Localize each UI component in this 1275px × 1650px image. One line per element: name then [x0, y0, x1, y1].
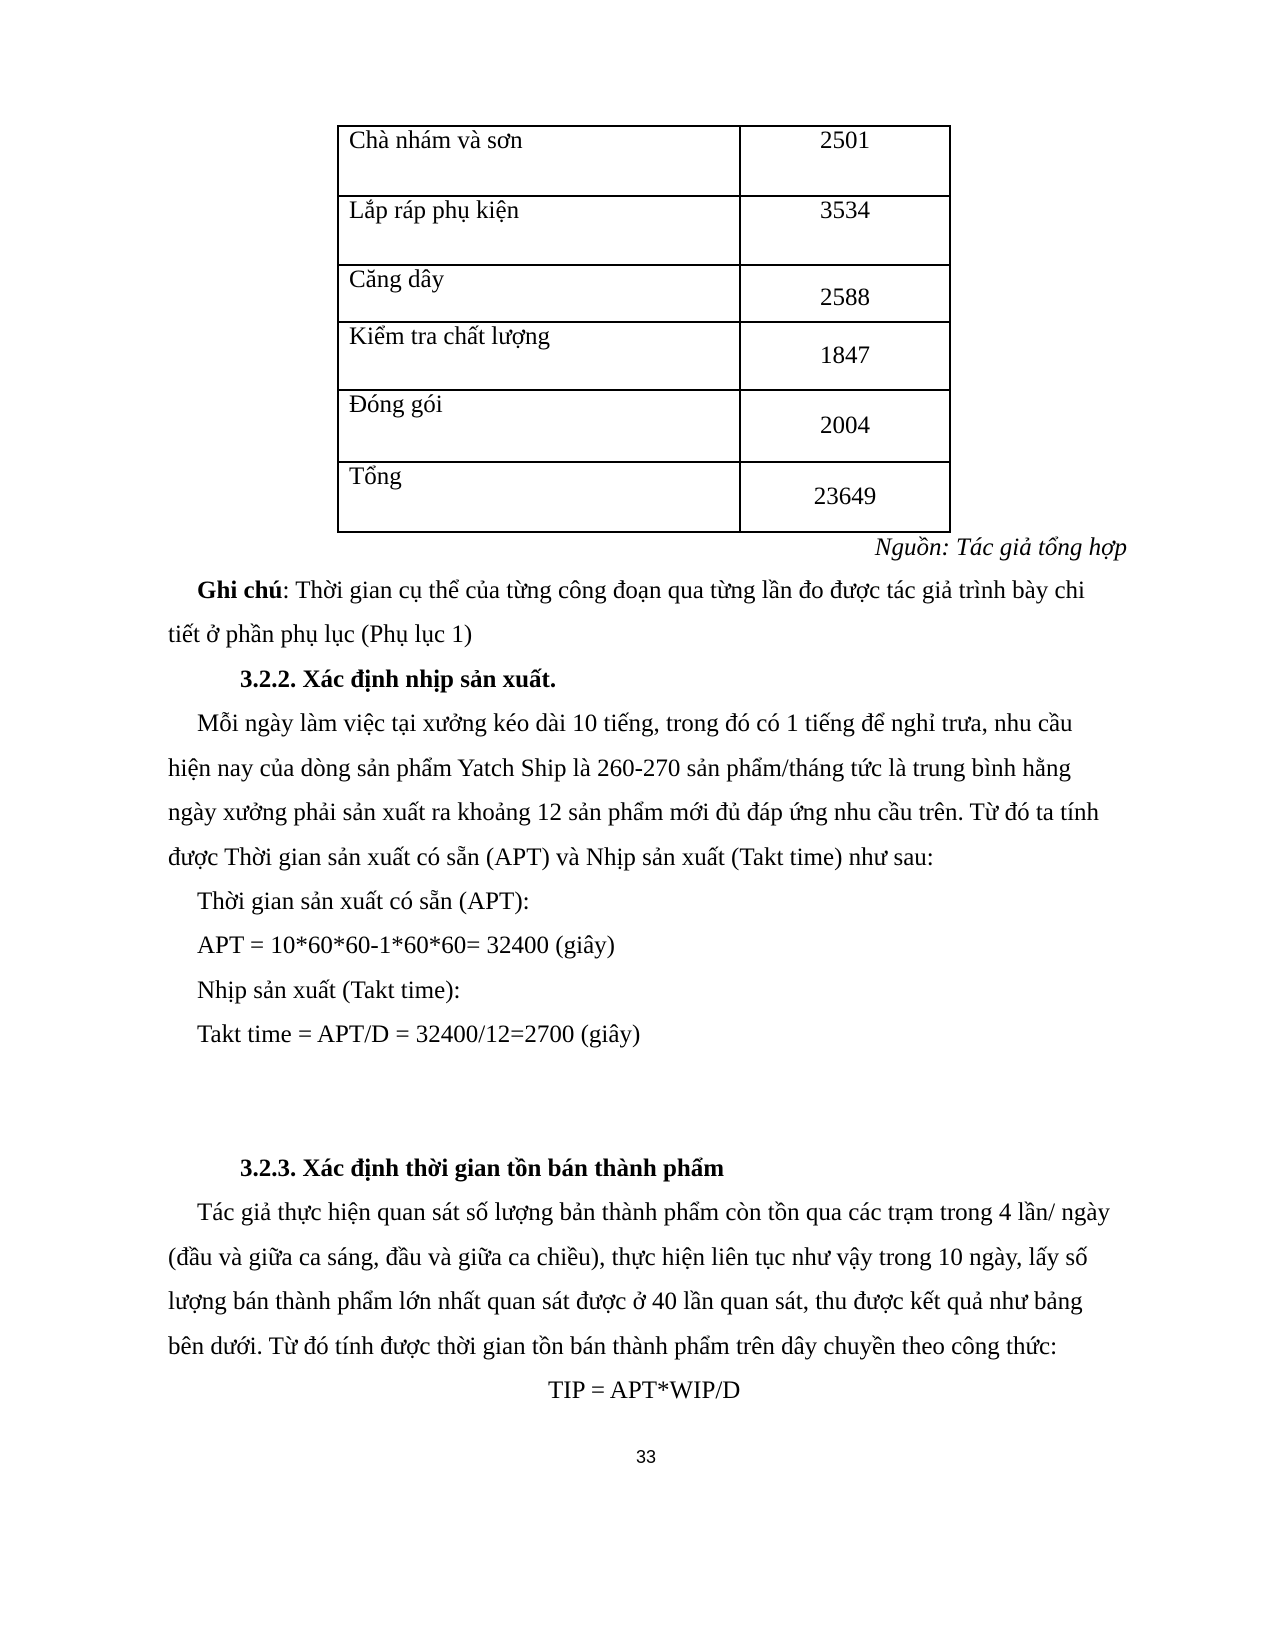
paragraph-line: được Thời gian sản xuất có sẵn (APT) và Nhịp sản xuất (Takt time) như sau: [168, 844, 934, 871]
paragraph-line: Mỗi ngày làm việc tại xưởng kéo dài 10 tiếng, trong đó có 1 tiếng để nghỉ trưa, nhu cầu [197, 710, 1073, 737]
table-cell-value: 3534 [740, 196, 950, 265]
apt-label: Thời gian sản xuất có sẵn (APT): [197, 888, 530, 915]
takt-formula: Takt time = APT/D = 32400/12=2700 (giây) [197, 1021, 641, 1048]
table-cell-value: 2501 [740, 126, 950, 196]
table-cell-label: Đóng gói [338, 390, 740, 462]
page-number: 33 [636, 1447, 657, 1467]
table-row [338, 126, 950, 196]
apt-formula: APT = 10*60*60-1*60*60= 32400 (giây) [197, 932, 615, 959]
table-cell-value: 2588 [740, 265, 950, 322]
table-row [338, 322, 950, 390]
table-cell-label: Lắp ráp phụ kiện [338, 196, 740, 265]
table-source-note: Nguồn: Tác giả tổng hợp [874, 534, 1127, 561]
note-line-1 [197, 577, 1085, 605]
table-row [338, 390, 950, 462]
section-heading-3-2-3: 3.2.3. Xác định thời gian tồn bán thành phẩm [240, 1155, 725, 1182]
paragraph-line: hiện nay của dòng sản phẩm Yatch Ship là 260-270 sản phẩm/tháng tức là trung bình hằng [168, 755, 1071, 782]
table-cell-label: Chà nhám và sơn [338, 126, 740, 196]
table-row [338, 265, 950, 322]
section-heading-3-2-2: 3.2.2. Xác định nhịp sản xuất. [240, 666, 557, 693]
takt-label: Nhịp sản xuất (Takt time): [197, 977, 461, 1004]
note-label: Ghi chú [197, 577, 283, 604]
paragraph-line: Tác giả thực hiện quan sát số lượng bản thành phẩm còn tồn qua các trạm trong 4 lần/ ngày [197, 1199, 1110, 1226]
note-text: : Thời gian cụ thể của từng công đoạn qua từng lần đo được tác giả trình bày chi [282, 577, 1085, 604]
table-cell-value: 1847 [740, 322, 950, 390]
table-cell-value: 2004 [740, 390, 950, 462]
table-cell-label: Kiểm tra chất lượng [338, 322, 740, 390]
table-cell-label: Căng dây [338, 265, 740, 322]
table-cell-value: 23649 [740, 462, 950, 532]
table-row [338, 462, 950, 532]
process-time-table [337, 125, 951, 533]
note-line-2: tiết ở phần phụ lục (Phụ lục 1) [168, 621, 473, 648]
paragraph-line: bên dưới. Từ đó tính được thời gian tồn bán thành phẩm trên dây chuyền theo công thức: [168, 1333, 1058, 1360]
table-row [338, 196, 950, 265]
paragraph-line: (đầu và giữa ca sáng, đầu và giữa ca chiều), thực hiện liên tục như vậy trong 10 ngày, lấy số [168, 1244, 1088, 1271]
tip-formula: TIP = APT*WIP/D [548, 1377, 741, 1404]
paragraph-line: ngày xưởng phải sản xuất ra khoảng 12 sản phẩm mới đủ đáp ứng nhu cầu trên. Từ đó ta tính [168, 799, 1100, 826]
table-cell-label: Tổng [338, 462, 740, 532]
paragraph-line: lượng bán thành phẩm lớn nhất quan sát được ở 40 lần quan sát, thu được kết quả như bảng [168, 1288, 1083, 1315]
